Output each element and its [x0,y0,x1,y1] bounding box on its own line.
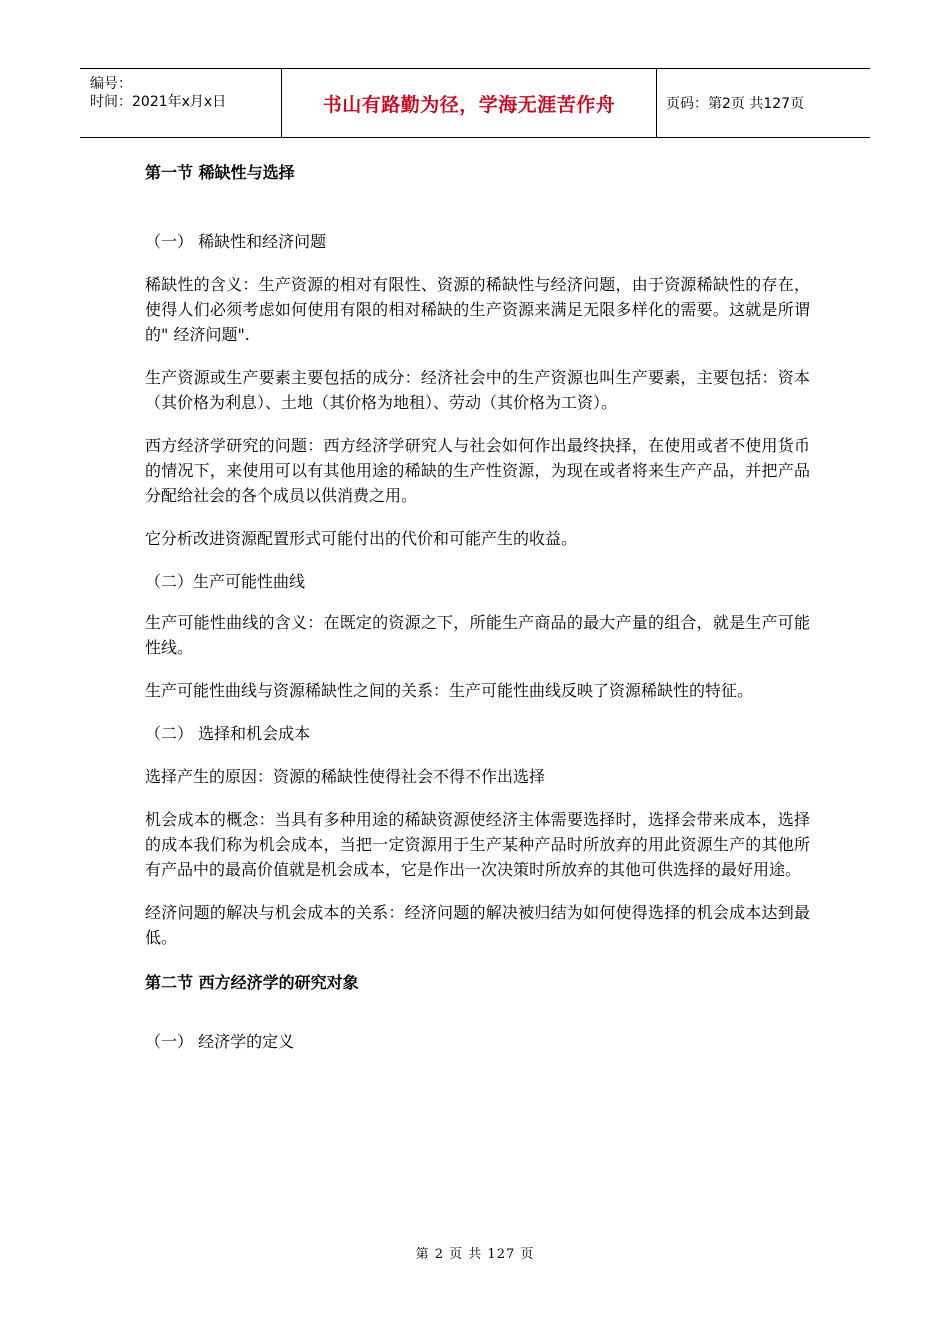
subsection-heading: （一） 稀缺性和经济问题 [145,232,327,251]
subsection-heading: （二） 选择和机会成本 [145,724,311,743]
paragraph: 机会成本的概念：当具有多种用途的稀缺资源使经济主体需要选择时，选择会带来成本，选择的成本我们称为机会成本，当把一定资源用于生产某种产品时所放弃的用此资源生产的其他所有产品中的最高价值就是机会成本，它是作出一次决策时所放弃的其他可供选择的最好用途。 [145,810,810,879]
header-motto-cell [282,69,657,137]
paragraph: 生产可能性曲线与资源稀缺性之间的关系：生产可能性曲线反映了资源稀缺性的特征。 [145,681,754,700]
paragraph: 生产可能性曲线的含义：在既定的资源之下，所能生产商品的最大产量的组合，就是生产可能性线。 [145,613,810,657]
paragraph: 稀缺性的含义：生产资源的相对有限性、资源的稀缺性与经济问题，由于资源稀缺性的存在，使得人们必须考虑如何使用有限的相对稀缺的生产资源来满足无限多样化的需要。这就是所谓的" 经济问题". [145,275,810,344]
paragraph: 选择产生的原因：资源的稀缺性使得社会不得不作出选择 [145,767,546,786]
code-label: 编号： [90,76,132,92]
subsection-heading: （二）生产可能性曲线 [145,572,306,591]
section-title: 第二节 西方经济学的研究对象 [145,973,359,992]
paragraph: 西方经济学研究的问题：西方经济学研究人与社会如何作出最终抉择，在使用或者不使用货币的情况下，来使用可以有其他用途的稀缺的生产性资源，为现在或者将来生产产品，并把产品分配给社会的各个成员以供消费之用。 [145,436,810,505]
subsection-heading: （一） 经济学的定义 [145,1032,295,1051]
page-footer: 第 2 页 共 127 页 [415,1247,535,1262]
paragraph: 生产资源或生产要素主要包括的成分：经济社会中的生产资源也叫生产要素，主要包括：资本（其价格为利息）、土地（其价格为地租）、劳动（其价格为工资）。 [145,368,810,412]
time-label: 时间：2021年x月x日 [90,94,227,110]
paragraph: 经济问题的解决与机会成本的关系：经济问题的解决被归结为如何使得选择的机会成本达到最低。 [145,903,810,947]
header-page-cell [666,69,804,137]
document-body [145,150,810,1052]
page-label: 页码：第2页 共127页 [666,96,805,112]
motto: 书山有路勤为径，学海无涯苦作舟 [322,93,616,116]
section-title: 第一节 稀缺性与选择 [145,163,295,182]
header-meta [80,69,282,137]
page-header [80,68,870,138]
paragraph: 它分析改进资源配置形式可能付出的代价和可能产生的收益。 [145,529,578,548]
